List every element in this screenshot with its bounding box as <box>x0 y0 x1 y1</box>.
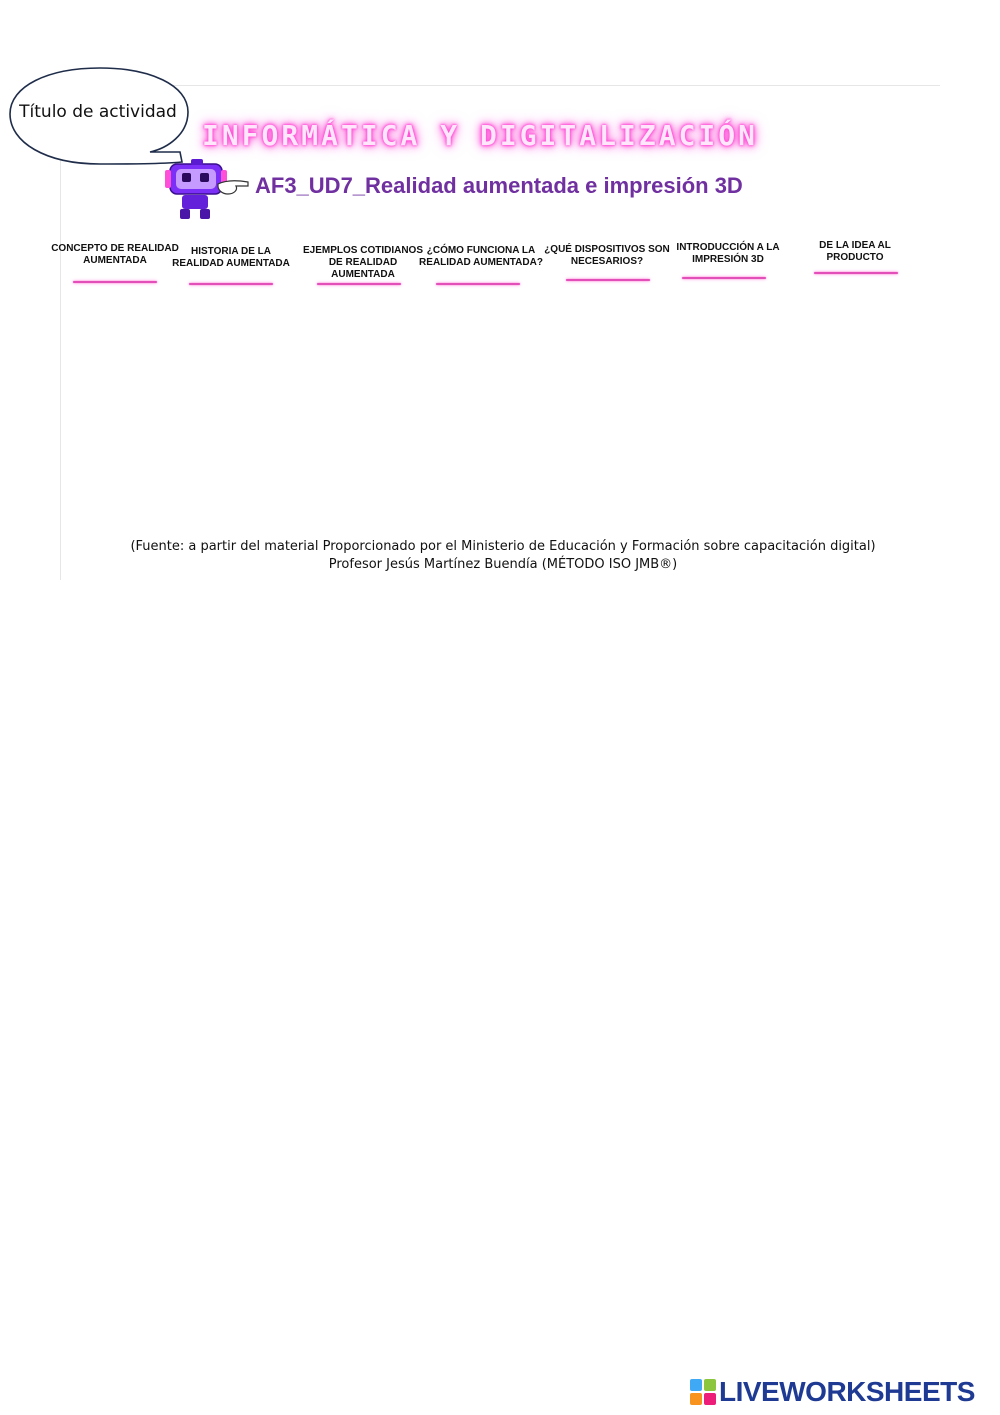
tab-impresion-3d[interactable]: INTRODUCCIÓN A LA IMPRESIÓN 3D <box>676 242 780 265</box>
tab-dispositivos[interactable]: ¿QUÉ DISPOSITIVOS SON NECESARIOS? <box>544 244 670 267</box>
liveworksheets-logo-icon <box>690 1379 716 1405</box>
activity-title: AF3_UD7_Realidad aumentada e impresión 3D <box>255 173 743 198</box>
tab-concepto-underline <box>73 281 157 283</box>
tab-historia[interactable]: HISTORIA DE LA REALIDAD AUMENTADA <box>172 246 290 269</box>
robot-icon <box>162 158 252 222</box>
brand-name: LIVEWORKSHEETS <box>719 1376 975 1407</box>
tab-historia-underline <box>189 283 273 285</box>
author-line: Profesor Jesús Martínez Buendía (MÉTODO ISO JMB®) <box>328 557 678 572</box>
source-credits <box>100 538 906 574</box>
tab-idea-producto[interactable]: DE LA IDEA AL PRODUCTO <box>819 240 891 263</box>
tab-dispositivos-underline <box>566 279 650 281</box>
tab-ejemplos-underline <box>317 283 401 285</box>
tab-idea-producto-underline <box>814 272 898 274</box>
tab-impresion-3d-underline <box>682 277 766 279</box>
tab-concepto[interactable]: CONCEPTO DE REALIDAD AUMENTADA <box>51 243 179 266</box>
bubble-label: Título de actividad <box>19 102 177 122</box>
tab-ejemplos[interactable]: EJEMPLOS COTIDIANOS DE REALIDAD AUMENTADA <box>302 245 423 280</box>
tab-como-funciona-underline <box>436 283 520 285</box>
source-line: (Fuente: a partir del material Proporcionado por el Ministerio de Educación y Formación sobre capacitación digital) <box>130 539 876 554</box>
liveworksheets-brand[interactable] <box>690 1376 975 1408</box>
subject-banner: INFORMÁTICA Y DIGITALIZACIÓN <box>201 119 758 152</box>
tab-como-funciona[interactable]: ¿CÓMO FUNCIONA LA REALIDAD AUMENTADA? <box>419 245 543 268</box>
